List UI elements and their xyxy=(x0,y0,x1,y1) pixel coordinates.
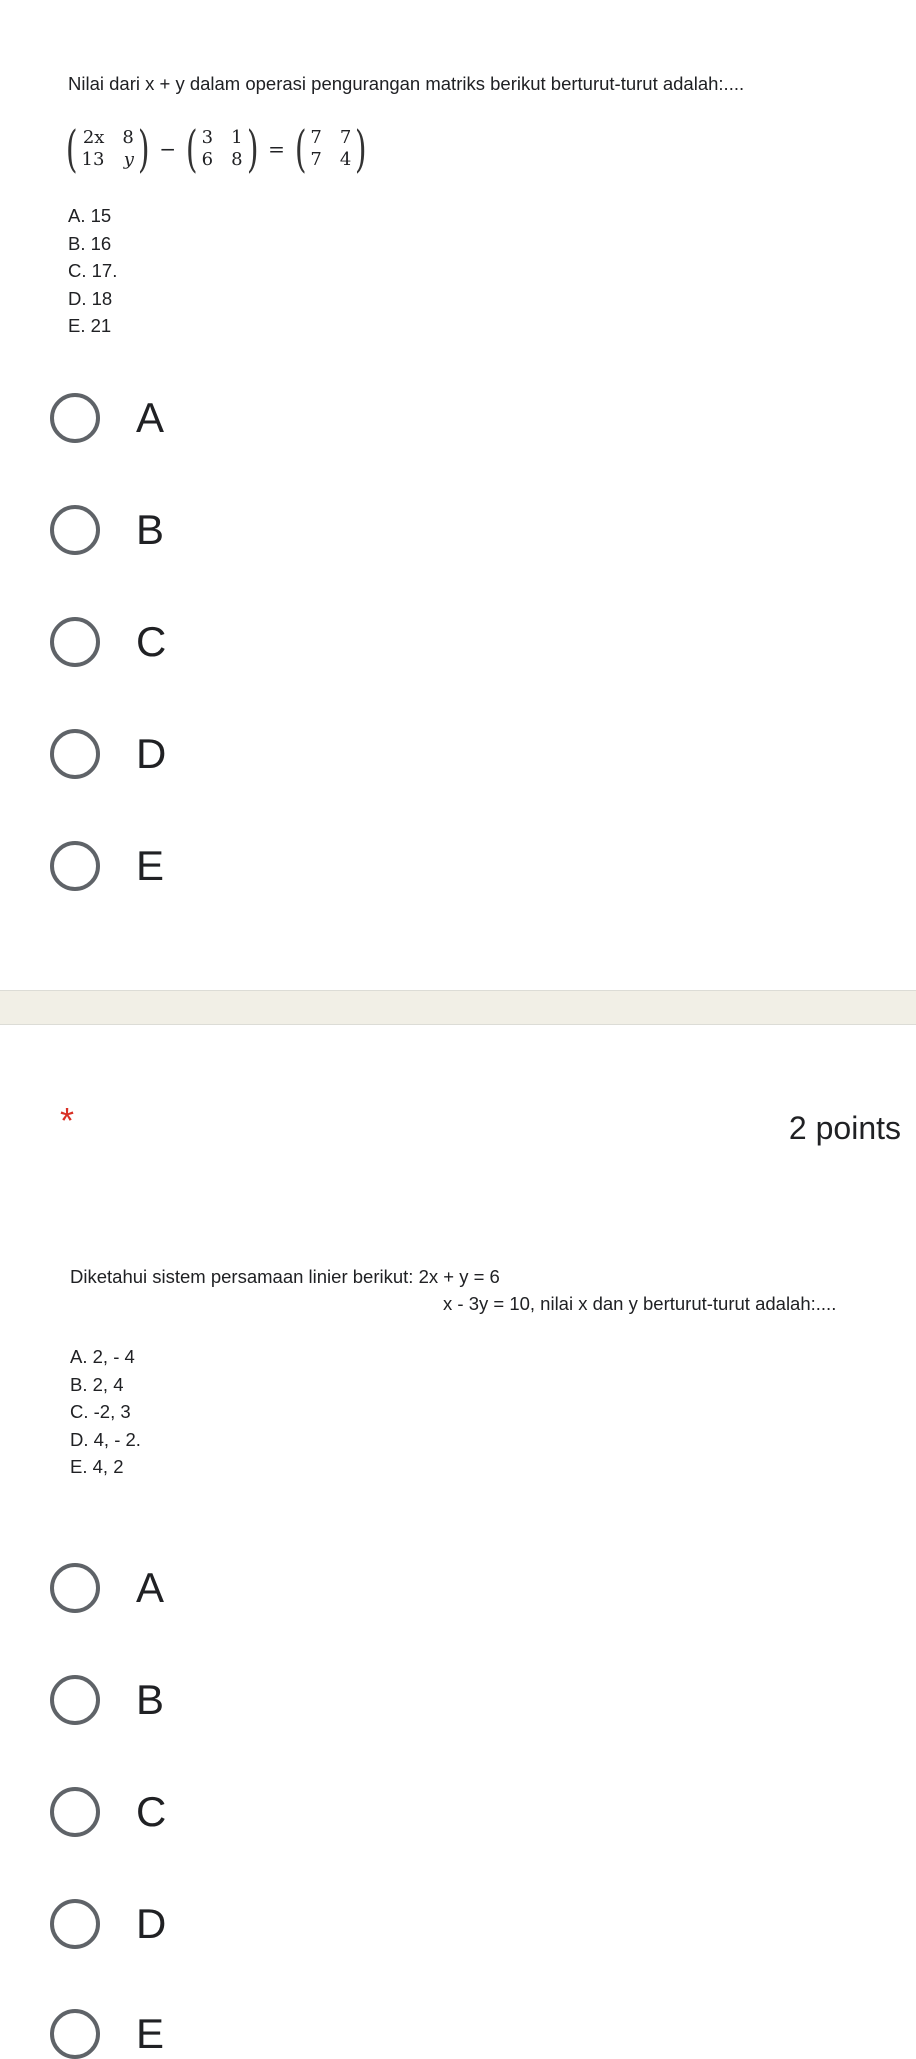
list-item: A. 15 xyxy=(68,205,112,226)
matrix-c-cell: 7 xyxy=(339,127,352,148)
q1-radio-option-c[interactable] xyxy=(50,617,166,667)
equals-sign: = xyxy=(268,137,285,161)
q1-matrix-c: ( 7 7 7 4 ) xyxy=(294,120,367,178)
q2-question-text: Diketahui sistem persamaan linier berikut: xyxy=(70,1266,414,1287)
list-item: B. 16 xyxy=(68,232,112,254)
matrix-c-cell: 7 xyxy=(310,127,322,148)
radio-circle-icon[interactable] xyxy=(50,1563,100,1613)
section-divider xyxy=(0,990,916,1025)
radio-circle-icon[interactable] xyxy=(50,1899,100,1949)
matrix-b-cell: 1 xyxy=(231,127,243,148)
list-item: D. 4, - 2. xyxy=(70,1428,141,1450)
q2-equation-2: x - 3y = 10 xyxy=(443,1293,530,1314)
radio-circle-icon[interactable] xyxy=(50,505,100,555)
q1-radio-option-e[interactable] xyxy=(50,841,164,891)
radio-label: E xyxy=(136,2010,165,2057)
radio-label: E xyxy=(136,842,165,889)
matrix-c-cell: 4 xyxy=(339,149,352,170)
radio-label: A xyxy=(136,1564,165,1611)
q2-radio-option-b[interactable] xyxy=(50,1675,164,1725)
radio-circle-icon[interactable] xyxy=(50,729,100,779)
q2-question-line-1 xyxy=(70,1266,500,1288)
list-item: B. 2, 4 xyxy=(70,1373,124,1395)
matrix-c-cell: 7 xyxy=(310,149,322,170)
matrix-b-cell: 8 xyxy=(231,149,243,170)
q1-radio-option-a[interactable] xyxy=(50,393,164,443)
q1-matrix-equation xyxy=(62,120,371,178)
radio-label: B xyxy=(136,506,165,553)
q1-matrix-a: ( 2x 8 13 y ) xyxy=(65,120,150,178)
q2-equation-1: 2x + y = 6 xyxy=(418,1266,500,1287)
q2-question-tail: , nilai x dan y berturut-turut adalah:.... xyxy=(529,1293,837,1314)
q1-radio-option-d[interactable] xyxy=(50,729,166,779)
radio-label: D xyxy=(136,730,167,777)
q2-choices-list xyxy=(70,1343,141,1481)
q2-radio-option-d[interactable] xyxy=(50,1899,166,1949)
q1-radio-option-b[interactable] xyxy=(50,505,164,555)
q2-radio-option-e[interactable] xyxy=(50,2009,164,2059)
minus-sign: − xyxy=(159,137,177,161)
q1-choices-list xyxy=(68,202,117,340)
points-label: 2 points xyxy=(788,1110,901,1146)
list-item: E. 4, 2 xyxy=(70,1456,124,1477)
matrix-a-cell: 13 xyxy=(81,149,105,170)
q1-question-text: Nilai dari x + y dalam operasi pengurangan matriks berikut berturut-turut adalah:.... xyxy=(68,73,745,94)
list-item: A. 2, - 4 xyxy=(70,1346,135,1367)
q2-question-line-2 xyxy=(443,1293,836,1315)
radio-label: B xyxy=(136,1676,165,1723)
q2-radio-option-a[interactable] xyxy=(50,1563,164,1613)
required-mark: * xyxy=(60,1100,75,1141)
radio-circle-icon[interactable] xyxy=(50,1787,100,1837)
list-item: C. -2, 3 xyxy=(70,1401,131,1422)
radio-label: D xyxy=(136,1900,167,1947)
list-item: C. 17. xyxy=(68,260,118,281)
matrix-b-cell: 3 xyxy=(201,127,214,148)
q2-radio-option-c[interactable] xyxy=(50,1787,166,1837)
radio-label: C xyxy=(136,618,167,665)
radio-label: A xyxy=(136,394,165,441)
radio-circle-icon[interactable] xyxy=(50,393,100,443)
radio-circle-icon[interactable] xyxy=(50,2009,100,2059)
matrix-b-cell: 6 xyxy=(201,149,214,170)
matrix-a-cell: y xyxy=(123,149,134,170)
radio-circle-icon[interactable] xyxy=(50,617,100,667)
matrix-a-cell: 2x xyxy=(82,127,105,148)
list-item: E. 21 xyxy=(68,315,112,336)
radio-circle-icon[interactable] xyxy=(50,1675,100,1725)
radio-label: C xyxy=(136,1788,167,1835)
q1-matrix-b: ( 3 1 6 8 ) xyxy=(186,120,259,178)
radio-circle-icon[interactable] xyxy=(50,841,100,891)
matrix-a-cell: 8 xyxy=(122,127,134,148)
list-item: D. 18 xyxy=(68,287,113,309)
